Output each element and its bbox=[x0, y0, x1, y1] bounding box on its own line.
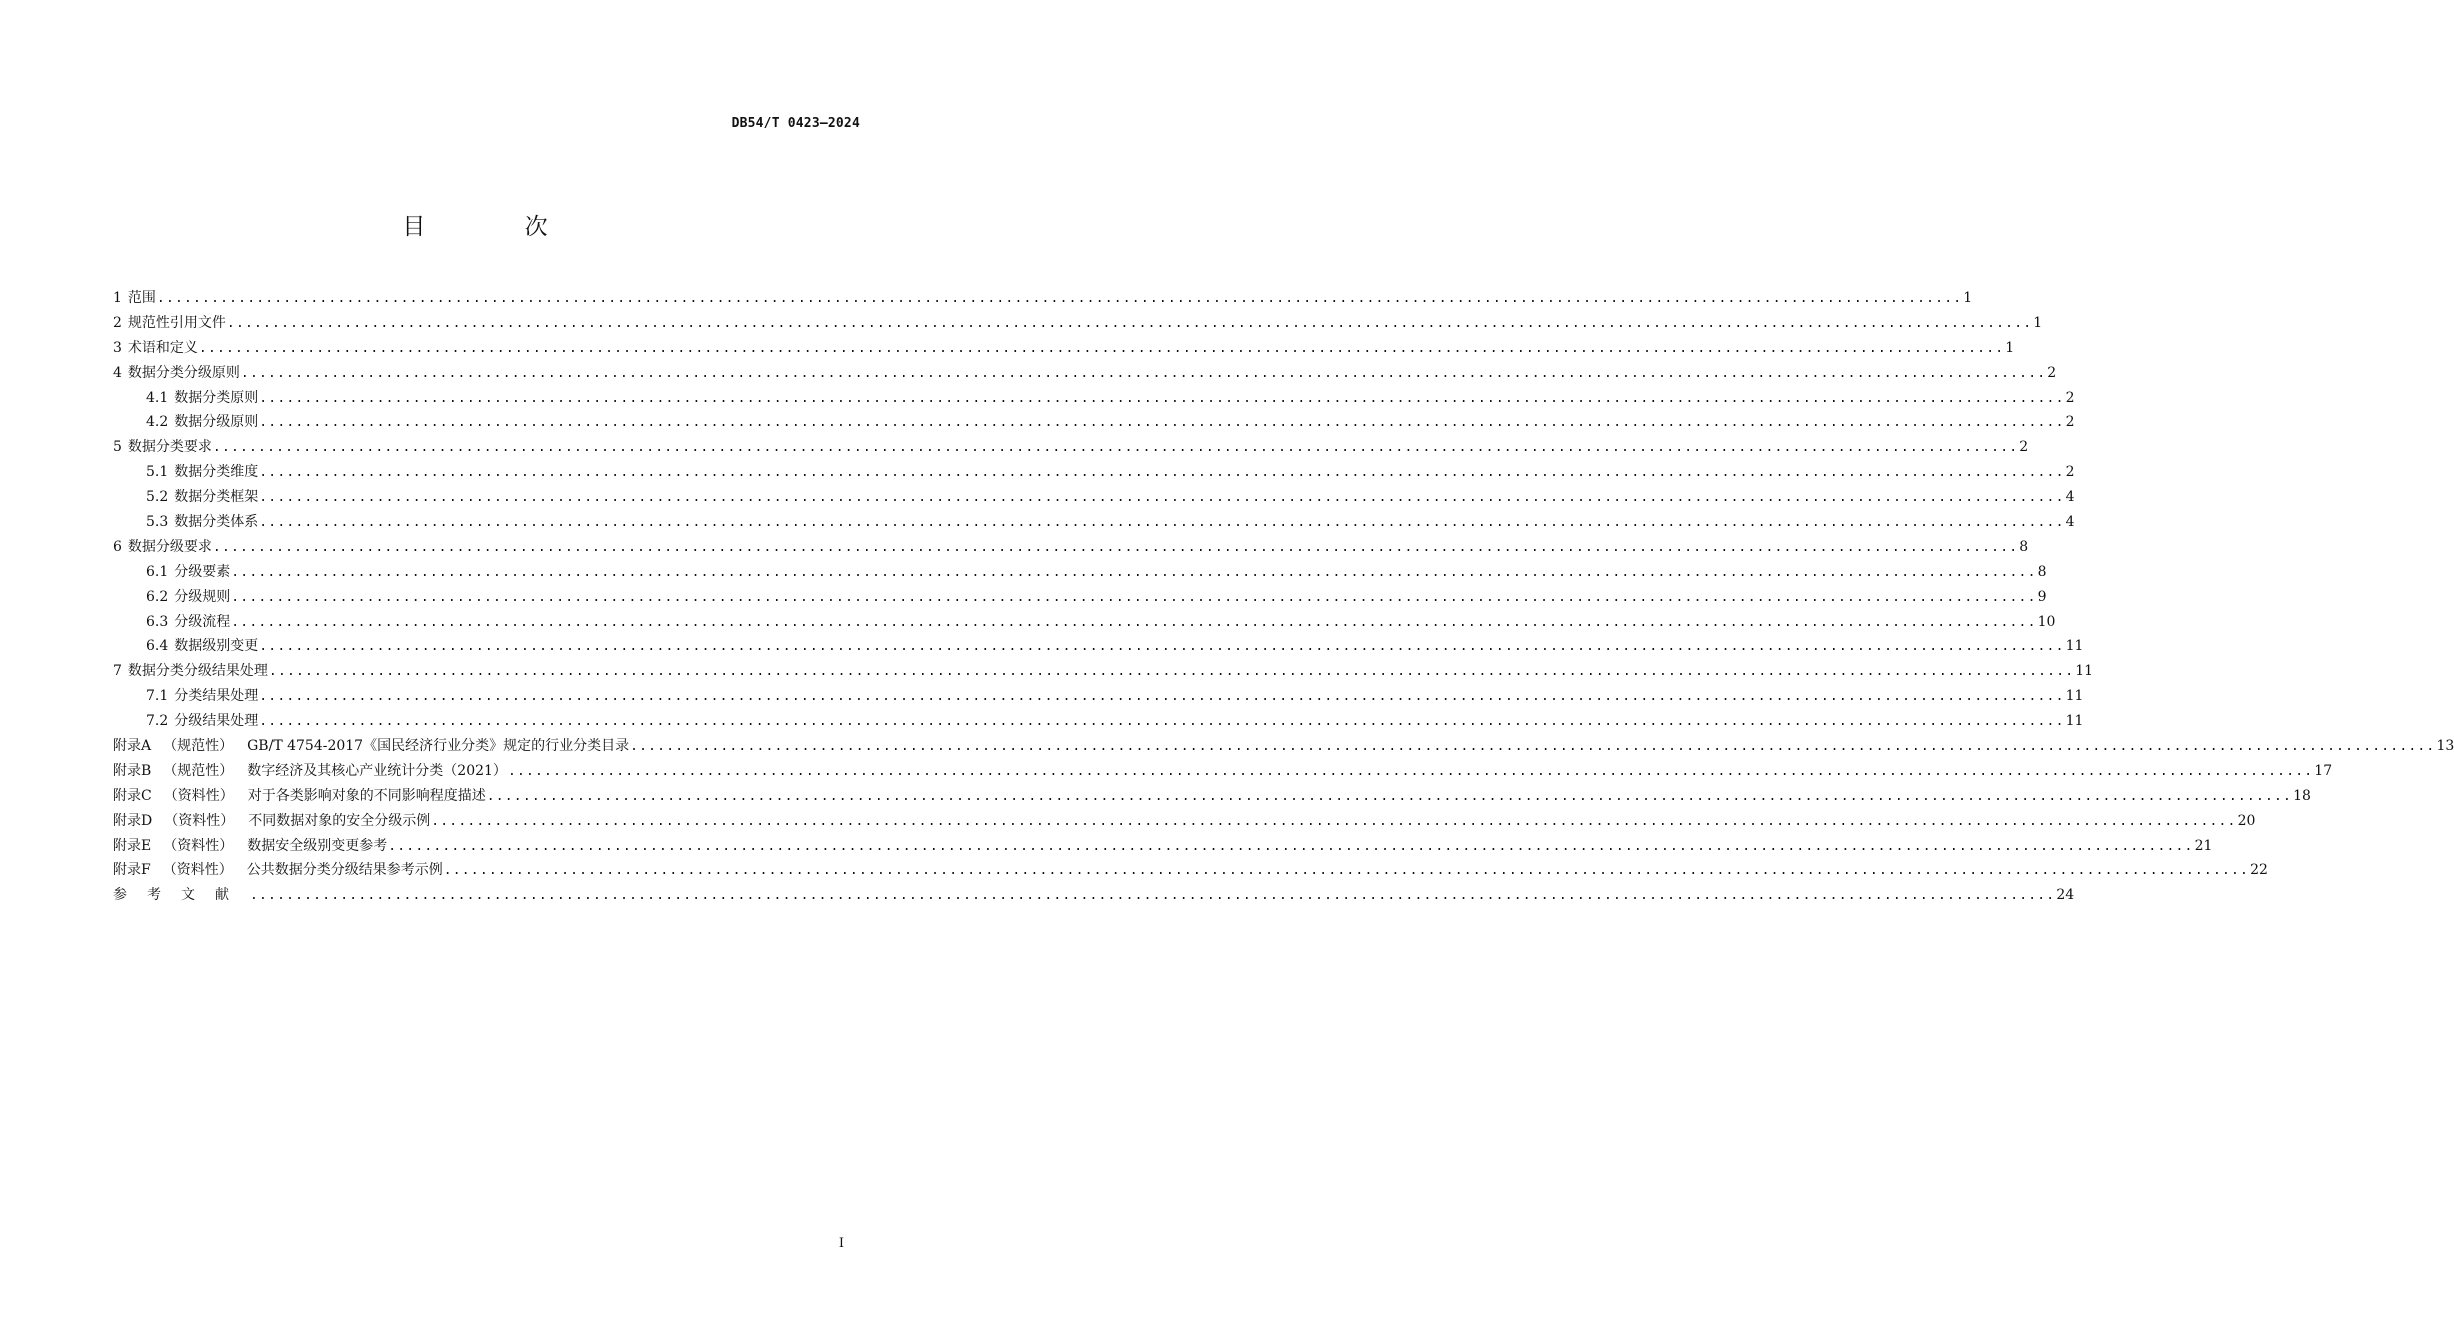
toc-leader-dots: ........................................................................................................................................................................................................ bbox=[198, 340, 2005, 356]
toc-entry-number: 7.1 bbox=[146, 688, 169, 705]
toc-entry-label: 数据分类体系 bbox=[174, 514, 259, 531]
toc-appendix-id: 附录F bbox=[113, 862, 151, 879]
toc-appendix-label: GB/T 4754-2017《国民经济行业分类》规定的行业分类目录 bbox=[247, 738, 630, 755]
table-of-contents bbox=[113, 286, 2454, 908]
toc-entry-number: 5 bbox=[113, 439, 122, 456]
toc-entry[interactable] bbox=[113, 460, 2075, 485]
toc-leader-dots: ........................................................................................................................................................................................................ bbox=[250, 888, 2056, 904]
toc-entry-number: 6.1 bbox=[146, 563, 169, 580]
toc-entry[interactable] bbox=[113, 485, 2075, 510]
toc-leader-dots: ........................................................................................................................................................................................................ bbox=[431, 813, 2237, 829]
toc-entry-number: 7 bbox=[113, 663, 122, 680]
toc-entry-number: 4 bbox=[113, 364, 122, 381]
toc-entry-number: 5.1 bbox=[146, 464, 169, 481]
toc-entry[interactable] bbox=[113, 634, 2084, 659]
toc-entry[interactable] bbox=[113, 560, 2047, 585]
toc-appendix-id: 附录C bbox=[113, 787, 152, 804]
toc-entry-label: 分级流程 bbox=[174, 613, 231, 630]
toc-entry-number: 4.2 bbox=[146, 414, 169, 431]
toc-entry-page: 10 bbox=[2037, 613, 2056, 630]
toc-entry-label: 数据分级要求 bbox=[127, 538, 212, 555]
toc-appendix-type: （资料性） bbox=[164, 812, 235, 829]
toc-leader-dots: ........................................................................................................................................................................................................ bbox=[388, 838, 2194, 854]
toc-appendix-label: 公共数据分类分级结果参考示例 bbox=[246, 862, 443, 879]
toc-entry-page: 1 bbox=[2033, 314, 2043, 331]
toc-appendix-id: 附录B bbox=[113, 762, 152, 779]
toc-entry-page: 1 bbox=[2005, 339, 2015, 356]
toc-entry[interactable] bbox=[113, 361, 2057, 386]
toc-entry-page: 11 bbox=[2065, 713, 2084, 730]
toc-entry[interactable] bbox=[113, 435, 2029, 460]
toc-entry[interactable] bbox=[113, 410, 2075, 435]
toc-leader-dots: ........................................................................................................................................................................................................ bbox=[259, 415, 2065, 431]
toc-appendix-entry[interactable] bbox=[113, 734, 2454, 759]
toc-leader-dots: ........................................................................................................................................................................................................ bbox=[259, 490, 2065, 506]
toc-entry[interactable] bbox=[113, 386, 2075, 411]
toc-entry-page: 2 bbox=[2047, 364, 2057, 381]
document-id: DB54/T 0423—2024 bbox=[731, 116, 860, 131]
toc-entry-number: 5.3 bbox=[146, 514, 169, 531]
toc-appendix-label: 数据安全级别变更参考 bbox=[247, 837, 388, 854]
toc-entry-number: 6.2 bbox=[146, 588, 169, 605]
toc-entry-label: 分级规则 bbox=[174, 588, 231, 605]
toc-appendix-page: 21 bbox=[2194, 837, 2213, 854]
toc-entry-label: 数据分类原则 bbox=[174, 389, 259, 406]
toc-appendix-type: （资料性） bbox=[163, 787, 234, 804]
toc-leader-dots: ........................................................................................................................................................................................................ bbox=[231, 564, 2037, 580]
toc-entry[interactable] bbox=[113, 659, 2094, 684]
toc-leader-dots: ........................................................................................................................................................................................................ bbox=[630, 739, 2436, 755]
toc-entry-number: 2 bbox=[113, 314, 122, 331]
toc-appendix-type: （规范性） bbox=[163, 762, 234, 779]
toc-entry[interactable] bbox=[113, 709, 2084, 734]
toc-leader-dots: ........................................................................................................................................................................................................ bbox=[226, 315, 2033, 331]
toc-entry-number: 3 bbox=[113, 339, 122, 356]
toc-entry-number: 6.3 bbox=[146, 613, 169, 630]
toc-entry-number: 1 bbox=[113, 290, 122, 306]
toc-leader-dots: ........................................................................................................................................................................................................ bbox=[259, 390, 2065, 406]
toc-leader-dots: ........................................................................................................................................................................................................ bbox=[259, 639, 2065, 655]
toc-entry-number: 5.2 bbox=[146, 489, 169, 506]
toc-leader-dots: ........................................................................................................................................................................................................ bbox=[231, 589, 2037, 605]
toc-leader-dots: ........................................................................................................................................................................................................ bbox=[507, 763, 2314, 779]
toc-entry-page: 9 bbox=[2037, 588, 2047, 605]
toc-leader-dots: ........................................................................................................................................................................................................ bbox=[231, 614, 2037, 630]
toc-references-entry[interactable] bbox=[113, 883, 2075, 908]
toc-entry-page: 11 bbox=[2065, 638, 2084, 655]
toc-entry-number: 6.4 bbox=[146, 638, 169, 655]
toc-leader-dots: ........................................................................................................................................................................................................ bbox=[268, 664, 2075, 680]
toc-entry-label: 数据分级原则 bbox=[174, 414, 259, 431]
toc-appendix-label: 对于各类影响对象的不同影响程度描述 bbox=[247, 787, 486, 804]
toc-references-page: 24 bbox=[2056, 887, 2075, 904]
toc-leader-dots: ........................................................................................................................................................................................................ bbox=[443, 863, 2250, 879]
toc-appendix-type: （资料性） bbox=[163, 837, 234, 854]
toc-entry-page: 4 bbox=[2065, 514, 2075, 531]
toc-appendix-page: 13 bbox=[2436, 738, 2454, 755]
toc-entry[interactable] bbox=[113, 610, 2056, 635]
toc-entry-page: 8 bbox=[2019, 538, 2029, 555]
toc-references-label: 参考文献 bbox=[113, 887, 249, 904]
toc-leader-dots: ........................................................................................................................................................................................................ bbox=[259, 465, 2065, 481]
toc-entry-label: 规范性引用文件 bbox=[127, 314, 226, 331]
toc-entry-label: 分级要素 bbox=[174, 563, 231, 580]
toc-appendix-id: 附录E bbox=[113, 837, 152, 854]
toc-appendix-page: 20 bbox=[2237, 812, 2256, 829]
toc-leader-dots: ........................................................................................................................................................................................................ bbox=[259, 515, 2065, 531]
toc-appendix-entry[interactable] bbox=[113, 784, 2311, 809]
toc-entry-page: 2 bbox=[2065, 464, 2075, 481]
toc-entry-label: 数据级别变更 bbox=[174, 638, 259, 655]
toc-entry[interactable] bbox=[113, 311, 2043, 336]
toc-appendix-page: 18 bbox=[2293, 787, 2311, 804]
toc-entry-label: 分级结果处理 bbox=[174, 713, 259, 730]
toc-entry-label: 数据分类要求 bbox=[127, 439, 212, 456]
toc-entry-page: 1 bbox=[1963, 290, 1973, 306]
toc-entry-label: 数据分类分级原则 bbox=[127, 364, 240, 381]
toc-entry-number: 6 bbox=[113, 538, 122, 555]
toc-entry[interactable] bbox=[113, 684, 2084, 709]
toc-leader-dots: ........................................................................................................................................................................................................ bbox=[212, 440, 2019, 456]
toc-entry-page: 2 bbox=[2065, 414, 2075, 431]
toc-appendix-entry[interactable] bbox=[113, 759, 2333, 784]
toc-appendix-label: 数字经济及其核心产业统计分类（2021） bbox=[247, 762, 507, 779]
toc-appendix-page: 17 bbox=[2314, 762, 2333, 779]
toc-entry-label: 数据分类维度 bbox=[174, 464, 259, 481]
toc-entry[interactable] bbox=[113, 286, 1973, 311]
toc-leader-dots: ........................................................................................................................................................................................................ bbox=[212, 539, 2019, 555]
toc-appendix-id: 附录D bbox=[113, 812, 153, 829]
toc-appendix-type: （资料性） bbox=[162, 862, 233, 879]
toc-appendix-id: 附录A bbox=[113, 738, 152, 755]
toc-entry[interactable] bbox=[113, 535, 2029, 560]
toc-leader-dots: ........................................................................................................................................................................................................ bbox=[240, 365, 2047, 381]
toc-entry-page: 2 bbox=[2019, 439, 2029, 456]
toc-appendix-entry[interactable] bbox=[113, 858, 2268, 883]
toc-appendix-type: （规范性） bbox=[163, 738, 234, 755]
toc-entry-page: 2 bbox=[2065, 389, 2075, 406]
toc-title: 目 次 bbox=[402, 214, 594, 240]
toc-entry-label: 术语和定义 bbox=[127, 339, 198, 356]
footer-page-number: I bbox=[838, 1236, 844, 1251]
toc-entry-page: 11 bbox=[2065, 688, 2084, 705]
toc-leader-dots: ........................................................................................................................................................................................................ bbox=[156, 291, 1963, 306]
toc-leader-dots: ........................................................................................................................................................................................................ bbox=[486, 788, 2293, 804]
toc-entry-page: 8 bbox=[2037, 563, 2047, 580]
toc-appendix-entry[interactable] bbox=[113, 834, 2213, 859]
toc-entry-number: 4.1 bbox=[146, 389, 169, 406]
toc-appendix-label: 不同数据对象的安全分级示例 bbox=[248, 812, 431, 829]
toc-entry[interactable] bbox=[113, 336, 2015, 361]
toc-entry[interactable] bbox=[113, 510, 2075, 535]
toc-appendix-entry[interactable] bbox=[113, 809, 2256, 834]
toc-leader-dots: ........................................................................................................................................................................................................ bbox=[259, 689, 2065, 705]
toc-entry-number: 7.2 bbox=[146, 713, 169, 730]
toc-entry-label: 范围 bbox=[127, 290, 156, 306]
toc-entry[interactable] bbox=[113, 585, 2047, 610]
toc-entry-page: 4 bbox=[2065, 489, 2075, 506]
toc-entry-label: 数据分类框架 bbox=[174, 489, 259, 506]
toc-appendix-page: 22 bbox=[2250, 862, 2268, 879]
toc-entry-label: 数据分类分级结果处理 bbox=[127, 663, 268, 680]
toc-leader-dots: ........................................................................................................................................................................................................ bbox=[259, 714, 2065, 730]
toc-entry-label: 分类结果处理 bbox=[174, 688, 259, 705]
toc-entry-page: 11 bbox=[2075, 663, 2094, 680]
